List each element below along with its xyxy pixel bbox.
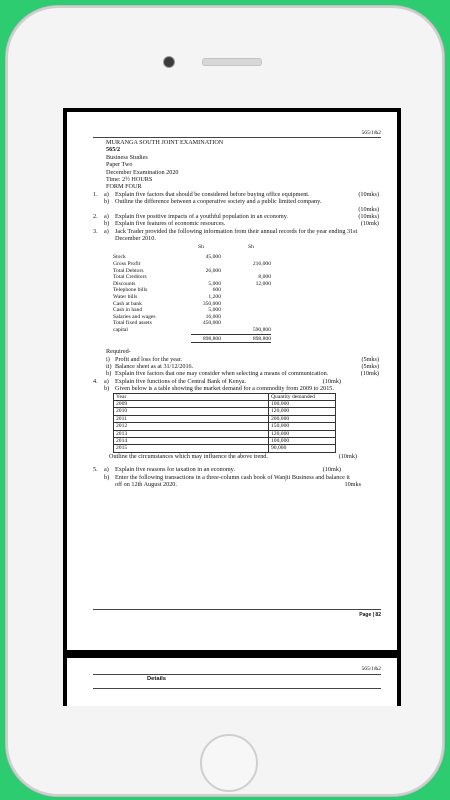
part-label: b) (106, 370, 112, 378)
quantity-cell: 120,000 (269, 430, 336, 437)
debit-value: 16,000 (205, 313, 221, 320)
year-cell: 2010 (114, 408, 269, 415)
account-name: Total fixed assets (113, 320, 152, 327)
debit-value: 1,200 (208, 294, 221, 301)
question-3b (93, 370, 381, 377)
question-text: off on 12th August 2020. (115, 480, 177, 488)
trial-balance-total (113, 336, 271, 343)
trial-balance-header (113, 244, 271, 254)
debit-value: 45,000 (205, 254, 221, 261)
question-text: Explain five reasons for taxation in an economy. (115, 466, 235, 474)
question-text: Jack Trader provided the following information from their annual records for the year ending 31st (115, 227, 358, 235)
credit-value: 8,000 (258, 274, 271, 281)
marks: (10mk) (322, 377, 341, 385)
question-number: 1. (93, 190, 98, 198)
marks: 10mks (344, 480, 361, 488)
account-name: Gross Profit (113, 261, 141, 268)
part-label: b) (104, 473, 110, 481)
account-name: Total Debtors (113, 267, 144, 274)
question-text: Explain five functions of the Central Bank of Kenya. (115, 377, 247, 385)
account-name: capital (113, 327, 128, 333)
marks: (10mk) (360, 370, 379, 378)
trial-balance-row (113, 320, 271, 327)
table-divider (93, 688, 381, 689)
school-name: MURANGA SOUTH JOINT EXAMINATION (106, 139, 224, 146)
marks: (10mk) (322, 466, 341, 474)
debit-value: 5,000 (208, 280, 221, 287)
question-4a (93, 378, 381, 385)
header-divider (93, 137, 381, 138)
quantity-cell: 100,000 (269, 400, 336, 407)
question-5b (93, 474, 381, 481)
exam-time: Time: 2½ HOURS (106, 175, 153, 183)
page-number: Page | 82 (359, 612, 381, 618)
question-text: December 2010. (115, 235, 156, 243)
column-header: Year (114, 393, 269, 400)
header-divider (93, 674, 381, 675)
credit-value: 590,800 (252, 327, 271, 333)
total-rule (191, 334, 271, 335)
document-viewer[interactable] (63, 108, 401, 706)
details-heading: Details (147, 676, 167, 682)
home-button[interactable] (200, 734, 258, 792)
question-3a (93, 228, 381, 235)
table-row (114, 430, 336, 437)
part-label: a) (104, 212, 109, 220)
paper-code: 565/2 (106, 146, 121, 154)
page-content (93, 139, 381, 488)
debit-value: 450,000 (202, 320, 221, 327)
table-row (114, 415, 336, 422)
question-number: 2. (93, 212, 98, 220)
marks: (10mk) (360, 220, 379, 228)
question-text: Explain five factors that one may consider when selecting a means of communication. (115, 370, 329, 378)
account-name: Stock (113, 254, 126, 261)
table-row (114, 408, 336, 415)
trial-balance-row (113, 327, 271, 334)
trial-balance-row (113, 274, 271, 281)
table-header-row (114, 393, 336, 400)
marks: (5mks) (361, 362, 379, 370)
account-name: Cash in hand (113, 307, 143, 314)
account-name: Total Creditors (113, 274, 147, 281)
footer-divider (93, 609, 381, 610)
document-page (67, 112, 397, 650)
account-name: Water bills (113, 294, 138, 301)
demand-table-body (114, 400, 336, 452)
column-header: Quantity demanded (269, 393, 336, 400)
quantity-cell: 100,000 (269, 437, 336, 444)
demand-table (113, 393, 336, 453)
table-row (114, 423, 336, 430)
credit-value: 216,000 (252, 261, 271, 268)
year-cell: 2009 (114, 400, 269, 407)
total-rule (191, 342, 271, 343)
question-5b-cont (93, 481, 381, 488)
quantity-cell: 150,000 (269, 423, 336, 430)
account-name: Cash at bank (113, 300, 142, 307)
question-5a (93, 466, 381, 473)
exam-session: December Examination 2020 (106, 168, 179, 176)
trial-balance-row (113, 294, 271, 301)
part-label: b) (104, 220, 110, 228)
debit-value: 5,000 (208, 307, 221, 314)
header-code: 565/1&2 (361, 130, 381, 136)
trial-balance-row (113, 287, 271, 294)
question-text: Explain five factors that should be considered before buying office equipment. (115, 190, 310, 198)
paper-number: Paper Two (106, 161, 133, 169)
part-label: a) (104, 227, 109, 235)
table-row (114, 400, 336, 407)
question-4b (93, 385, 381, 392)
phone-frame (6, 6, 444, 796)
part-label: ii) (106, 362, 112, 370)
question-number: 4. (93, 377, 98, 385)
question-text: Profit and loss for the year. (115, 355, 183, 363)
question-number: 5. (93, 466, 98, 474)
question-text: Given below is a table showing the market demand for a commodity from 2009 to 2015. (115, 385, 334, 393)
document-page-2 (67, 658, 397, 706)
account-name: Telephone bills (113, 287, 148, 294)
year-cell: 2012 (114, 423, 269, 430)
trial-balance-row (113, 281, 271, 288)
table-row (114, 437, 336, 444)
question-text: Balance sheet as at 31/12/2016. (115, 362, 194, 370)
part-label: b) (104, 385, 110, 393)
question-3-ii (93, 363, 381, 370)
column-header: Sh (248, 244, 254, 251)
total-credit: 898,800 (252, 335, 271, 342)
question-2b (93, 220, 381, 227)
question-3a-cont (93, 235, 381, 242)
part-label: i) (106, 355, 110, 363)
required-label: Required- (106, 348, 131, 356)
marks: (10mks) (358, 212, 379, 220)
table-row (114, 445, 336, 452)
camera-icon (163, 56, 175, 68)
quantity-cell: 90,000 (269, 445, 336, 452)
question-1a (93, 191, 381, 198)
header-code: 565/1&2 (361, 666, 381, 672)
year-cell: 2011 (114, 415, 269, 422)
year-cell: 2013 (114, 430, 269, 437)
question-text: Explain five features of economic resources. (115, 220, 226, 228)
trial-balance (113, 244, 271, 344)
marks: (10mks) (358, 205, 379, 213)
question-text: Enter the following transactions in a three-column cash book of Wanjii Business and balance it (115, 473, 350, 481)
part-label: a) (104, 377, 109, 385)
trial-balance-row (113, 261, 271, 268)
question-text: Outline the circumstances which may influence the above trend. (109, 452, 268, 460)
marks: (10mks) (358, 190, 379, 198)
question-text: Explain five positive impacts of a youthful population in an economy. (115, 212, 288, 220)
quantity-cell: 200,000 (269, 415, 336, 422)
question-number: 3. (93, 227, 98, 235)
trial-balance-row (113, 268, 271, 275)
part-label: a) (104, 190, 109, 198)
subject: Business Studies (106, 153, 148, 161)
speaker-grille (202, 58, 262, 66)
part-label: a) (104, 466, 109, 474)
column-header: Sh (198, 244, 204, 251)
part-label: b) (104, 198, 110, 206)
marks: (5mks) (361, 355, 379, 363)
debit-value: 26,000 (205, 267, 221, 274)
debit-value: 600 (212, 287, 221, 294)
question-4-outline (93, 453, 381, 460)
trial-balance-row (113, 307, 271, 314)
total-debit: 898,800 (202, 335, 221, 342)
question-3-i (93, 356, 381, 363)
form-level: FORM FOUR (106, 183, 142, 191)
question-text: Outline the difference between a cooperative society and a public limited company. (115, 198, 322, 206)
question-1b-marks (93, 206, 381, 213)
trial-balance-rows (113, 254, 271, 333)
account-name: Discounts (113, 280, 136, 287)
year-cell: 2015 (114, 445, 269, 452)
question-1b (93, 198, 381, 205)
marks: (10mk) (338, 452, 357, 460)
year-cell: 2014 (114, 437, 269, 444)
account-name: Salaries and wages (113, 313, 156, 320)
debit-value: 350,000 (202, 300, 221, 307)
question-2a (93, 213, 381, 220)
quantity-cell: 120,000 (269, 408, 336, 415)
credit-value: 12,000 (255, 280, 271, 287)
trial-balance-row (113, 301, 271, 308)
